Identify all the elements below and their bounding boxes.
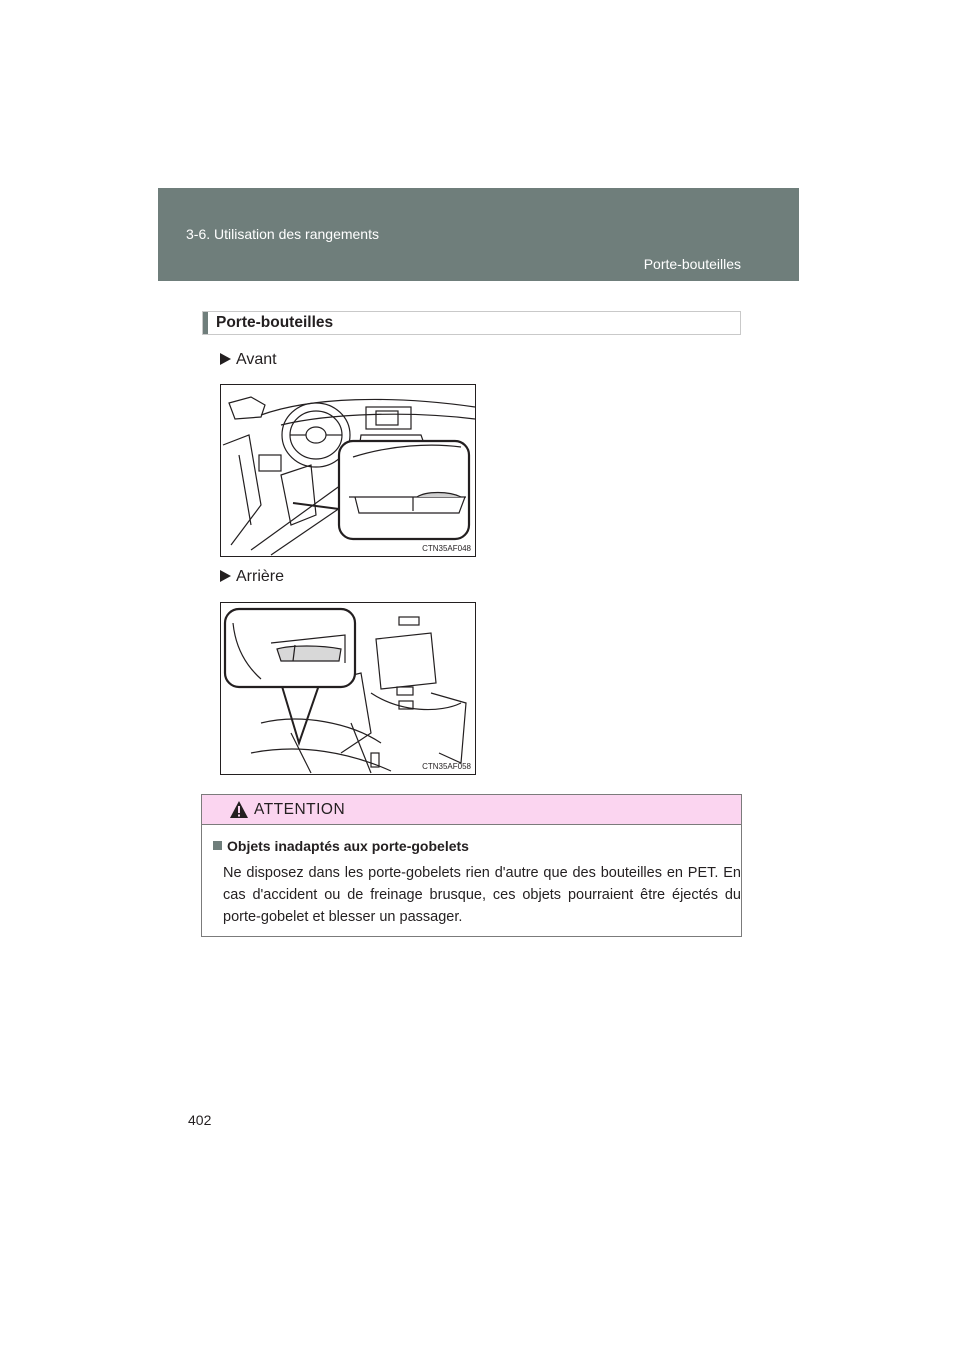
page-topic: Porte-bouteilles: [643, 256, 741, 272]
subheading-front-label: Avant: [236, 351, 277, 368]
figure-rear-cupholder: [220, 602, 476, 775]
attention-header: [202, 795, 741, 825]
page-header: [158, 188, 799, 281]
section-heading: [202, 311, 741, 335]
subheading-rear-label: Arrière: [236, 568, 285, 585]
attention-item-heading: [213, 838, 469, 854]
subheading-rear: [220, 568, 284, 586]
page-number: 402: [188, 1112, 212, 1128]
section-label: 3-6. Utilisation des rangements: [186, 226, 379, 242]
heading-accent-bar: [203, 312, 208, 334]
figure-front-cupholder: [220, 384, 476, 557]
warning-icon: [229, 800, 249, 819]
attention-item-text: Ne disposez dans les porte-gobelets rien d'autre que des bouteilles en PET. En cas d'accident ou de freinage brusque, ces objets pourraient être éjectés du porte-gobelet et blesser un passager.: [223, 865, 741, 925]
triangle-bullet-icon: [220, 570, 231, 582]
figure-front-code: CTN35AF048: [422, 544, 471, 553]
subheading-front: [220, 351, 277, 369]
attention-title: ATTENTION: [254, 801, 346, 818]
attention-item-title: Objets inadaptés aux porte-gobelets: [227, 838, 469, 854]
square-bullet-icon: [213, 841, 222, 850]
section-heading-text: Porte-bouteilles: [216, 314, 334, 331]
triangle-bullet-icon: [220, 353, 231, 365]
attention-box: [201, 794, 742, 937]
figure-rear-code: CTN35AF058: [422, 762, 471, 771]
